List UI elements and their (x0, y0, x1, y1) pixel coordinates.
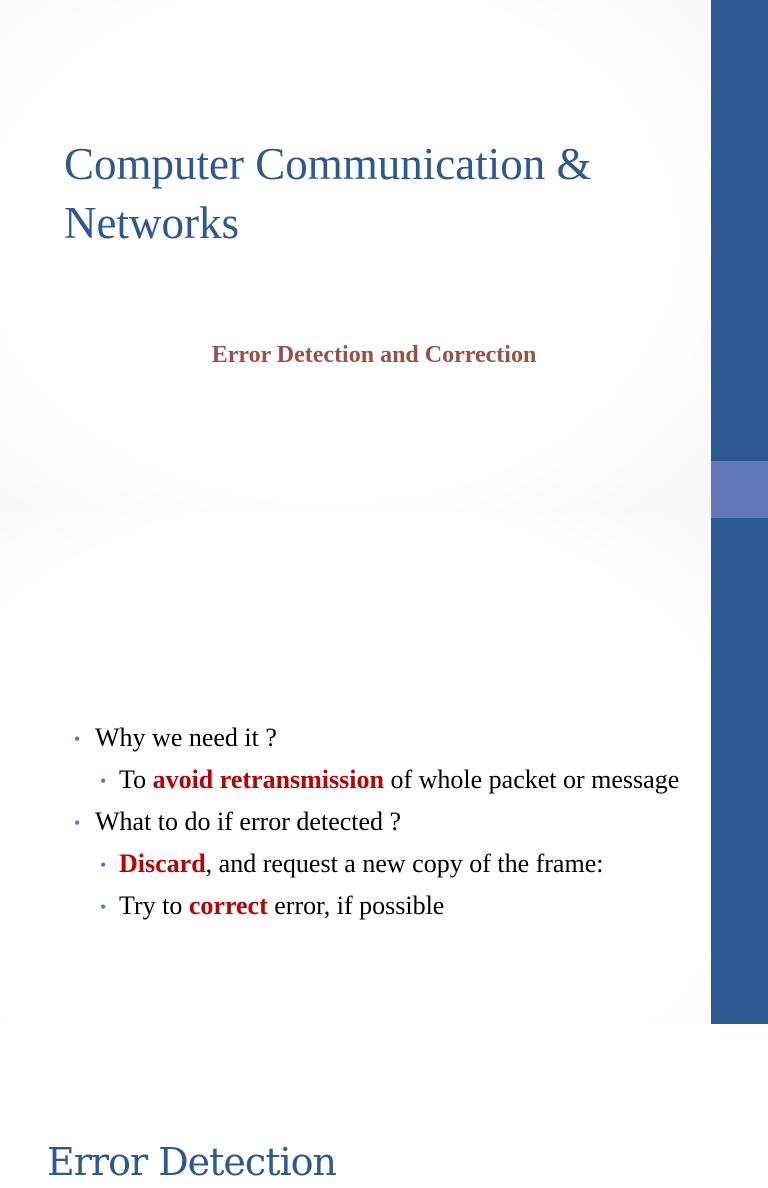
title-line-2: Networks (64, 198, 239, 248)
slide-sidebar (711, 0, 768, 512)
bullet-text: To (119, 765, 153, 794)
slide-sidebar (711, 512, 768, 1024)
sub-bullet-item (0, 762, 700, 798)
bullet-icon: • (74, 729, 81, 749)
slide-subtitle: Error Detection and Correction (211, 342, 537, 368)
bullet-text: , and request a new copy of the frame: (205, 849, 604, 878)
bullet-item (0, 804, 700, 840)
highlight-text: Discard (119, 849, 206, 878)
title-line-1: Computer Communication & (64, 139, 592, 189)
slide-heading: Error Detection (47, 1140, 336, 1184)
sub-bullet-item (0, 888, 700, 924)
bullet-item (0, 720, 700, 756)
bullet-text: of whole packet or message (383, 765, 680, 794)
bullet-text: What to do if error detected ? (95, 807, 402, 836)
highlight-text: correct (188, 891, 268, 920)
bullet-icon: • (100, 897, 107, 917)
sidebar-accent-block (711, 461, 768, 518)
highlight-text: avoid retransmission (152, 765, 384, 794)
bullet-text: Why we need it ? (95, 723, 277, 752)
sub-bullet-item (0, 846, 700, 882)
bullet-icon: • (100, 771, 107, 791)
bullet-list (0, 720, 700, 930)
slide-title (0, 0, 768, 512)
bullet-text: error, if possible (267, 891, 445, 920)
bullet-icon: • (100, 855, 107, 875)
slide-title-heading (64, 135, 684, 253)
bullet-text: Try to (119, 891, 189, 920)
bullet-icon: • (74, 813, 81, 833)
